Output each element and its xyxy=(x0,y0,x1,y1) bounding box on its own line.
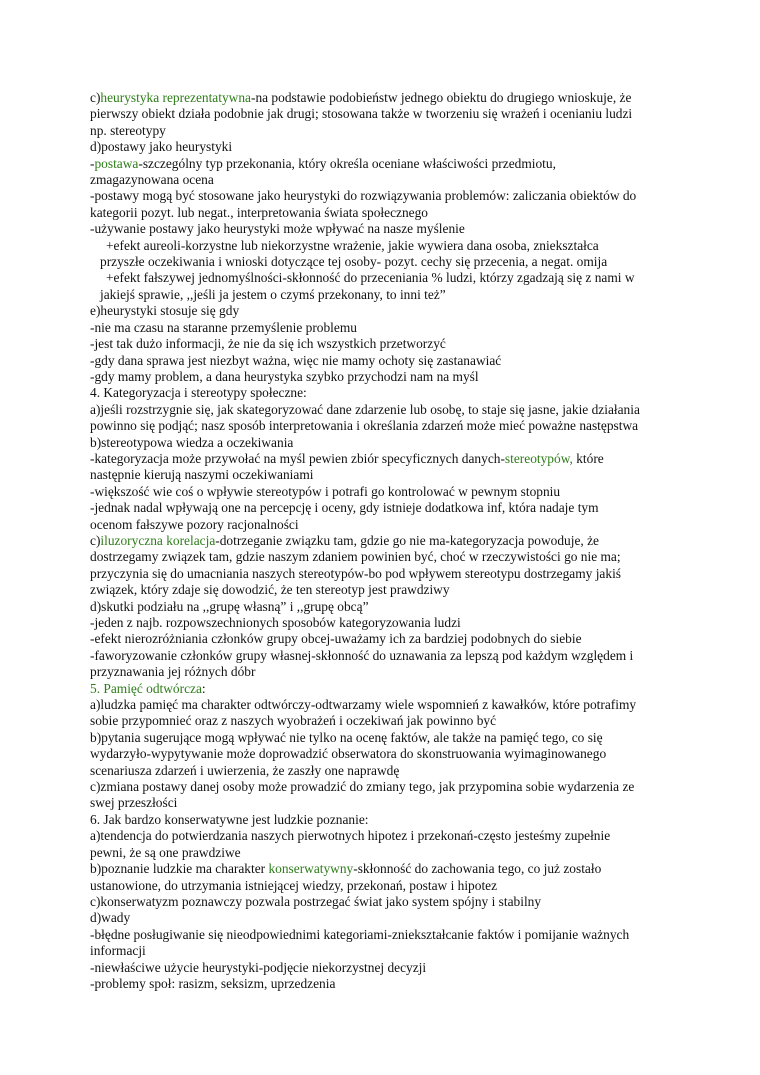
text-line: przyznawania jej różnych dóbr xyxy=(90,664,256,680)
text-line: -większość wie coś o wpływie stereotypów i potrafi go kontrolować w pewnym stopniu xyxy=(90,483,561,499)
text-line: 6. Jak bardzo konserwatywne jest ludzkie poznanie: xyxy=(90,811,369,827)
text-line: scenariusza zdarzeń i uwierzenia, że zaszły one naprawdę xyxy=(90,762,400,778)
text-line: pierwszy obiekt działa podobnie jak drugi; stosowana także w tworzeniu się wrażeń i ocenianiu ludzi xyxy=(90,106,633,122)
text-line: a)ludzka pamięć ma charakter odtwórczy-odtwarzamy wiele wspomnień z kawałków, które potrafimy xyxy=(90,697,637,713)
text-line: wydarzyło-wypytywanie może doprowadzić obserwatora do skonstruowania wyimaginowanego xyxy=(90,746,607,762)
text-line: d)wady xyxy=(90,910,131,926)
text-line: swej przeszłości xyxy=(90,795,178,811)
text-line xyxy=(90,156,680,172)
text-line: -faworyzowanie członków grupy własnej-skłonność do uznawania za lepszą pod każdym względem i xyxy=(90,647,634,663)
text-line: -błędne posługiwanie się nieodpowiednimi kategoriami-zniekształcanie faktów i pomijanie ważnych xyxy=(90,926,630,942)
text-line: b)stereotypowa wiedza a oczekiwania xyxy=(90,434,294,450)
text-segment: : xyxy=(201,680,206,696)
text-line: -efekt nierozróżniania członków grupy obcej-uważamy ich za bardziej podobnych do siebie xyxy=(90,631,582,647)
text-segment: - xyxy=(90,155,95,171)
text-line: e)heurystyki stosuje się gdy xyxy=(90,303,240,319)
text-segment: -szczególny typ przekonania, który określa oceniane właściwości przedmiotu, xyxy=(138,155,556,171)
text-line: jakiejś sprawie, ,,jeśli ja jestem o czymś przekonany, to inni też” xyxy=(100,286,446,302)
highlighted-term: stereotypów, xyxy=(504,450,573,466)
text-segment: -skłonność do zachowania tego, co już zostało xyxy=(353,861,602,877)
text-line: a)tendencja do potwierdzania naszych pierwotnych hipotez i przekonań-często jesteśmy zupełnie xyxy=(90,828,611,844)
text-line: informacji xyxy=(90,943,146,959)
text-segment: które xyxy=(572,450,604,466)
text-line: -jest tak dużo informacji, że nie da się ich wszystkich przetworzyć xyxy=(90,336,446,352)
text-line: -postawy mogą być stosowane jako heurystyki do rozwiązywania problemów: zaliczania obiektów do xyxy=(90,188,637,204)
text-line: dostrzegamy związek tam, gdzie naszym zdaniem powinien być, choć w rzeczywistości go nie ma; xyxy=(90,549,621,565)
highlighted-term: iluzoryczna korelacja xyxy=(100,532,216,548)
text-line: następnie kierują naszymi oczekiwaniami xyxy=(90,467,314,483)
text-line xyxy=(90,451,680,467)
text-line: sobie przypomnieć oraz z naszych wyobrażeń i oczekiwań jak powinno być xyxy=(90,713,497,729)
text-line: kategorii pozyt. lub negat., interpretowania świata społecznego xyxy=(90,204,428,220)
text-line: -jednak nadal wpływają one na percepcję i oceny, gdy istnieje dodatkowa inf, która nadaje tym xyxy=(90,500,599,516)
text-segment: c) xyxy=(90,90,101,105)
text-line: -niewłaściwe użycie heurystyki-podjęcie niekorzystnej decyzji xyxy=(90,959,427,975)
text-line: d)skutki podziału na ,,grupę własną” i ,,grupę obcą” xyxy=(90,598,369,614)
text-line: ocenom fałszywe pozory racjonalności xyxy=(90,516,299,532)
text-line: pewni, że są one prawdziwe xyxy=(90,844,241,860)
text-line: -używanie postawy jako heurystyki może wpływać na nasze myślenie xyxy=(90,221,465,237)
text-line: -jeden z najb. rozpowszechnionych sposobów kategoryzowania ludzi xyxy=(90,615,461,630)
text-line: 4. Kategoryzacja i stereotypy społeczne: xyxy=(90,385,307,401)
highlighted-term: postawa xyxy=(94,155,139,171)
text-line: c)zmiana postawy danej osoby może prowadzić do zmiany tego, jak przypomina sobie wydarzenia ze xyxy=(90,779,635,795)
text-line: -problemy społ: rasizm, seksizm, uprzedzenia xyxy=(90,975,336,991)
text-line: b)pytania sugerujące mogą wpływać nie tylko na ocenę faktów, ale także na pamięć tego, co się xyxy=(90,729,603,745)
highlighted-term: konserwatywny xyxy=(268,861,354,877)
text-line: przyczynia się do umacniania naszych stereotypów-bo pod wpływem stereotypu dostrzegamy jakiś xyxy=(90,565,622,581)
text-line xyxy=(90,533,680,549)
text-segment: -dotrzeganie związku tam, gdzie go nie ma-kategoryzacja powoduje, że xyxy=(215,532,599,548)
text-line: -gdy mamy problem, a dana heurystyka szybko przychodzi nam na myśl xyxy=(90,368,479,384)
text-line: d)postawy jako heurystyki xyxy=(90,139,233,155)
text-line xyxy=(90,90,680,106)
text-segment: -na podstawie podobieństw jednego obiektu do drugiego wnioskuje, że xyxy=(250,90,632,105)
text-line: powinno się podjąć; nasz sposób interpretowania i określania zdarzeń może mieć poważne następstwa xyxy=(90,418,639,434)
document-page xyxy=(90,90,680,992)
text-line xyxy=(90,681,680,697)
text-line: -gdy dana sprawa jest niezbyt ważna, więc nie mamy ochoty się zastanawiać xyxy=(90,352,502,368)
text-line xyxy=(90,861,680,877)
text-line: zmagazynowana ocena xyxy=(90,172,214,188)
text-segment: -kategoryzacja może przywołać na myśl pewien zbiór specyficznych danych- xyxy=(90,450,505,466)
text-line: -nie ma czasu na staranne przemyślenie problemu xyxy=(90,319,357,335)
text-line: przyszłe oczekiwania i wnioski dotyczące tej osoby- pozyt. cechy się przecenia, a negat. omija xyxy=(100,254,608,270)
highlighted-term: 5. Pamięć odtwórcza xyxy=(90,680,202,696)
text-line: c)konserwatyzm poznawczy pozwala postrzegać świat jako system spójny i stabilny xyxy=(90,893,542,909)
text-line: ustanowione, do utrzymania istniejącej wiedzy, przekonań, postaw i hipotez xyxy=(90,877,498,893)
text-segment: b)poznanie ludzkie ma charakter xyxy=(90,861,269,877)
text-segment: c) xyxy=(90,532,101,548)
text-line: a)jeśli rozstrzygnie się, jak skategoryzować dane zdarzenie lub osobę, to staje się jasne, jakie działania xyxy=(90,401,640,417)
text-line: +efekt aureoli-korzystne lub niekorzystne wrażenie, jakie wywiera dana osoba, zniekształca xyxy=(106,237,599,253)
text-line: związek, który zdaje się dowodzić, że ten stereotyp jest prawdziwy xyxy=(90,582,450,598)
text-line: np. stereotypy xyxy=(90,122,166,138)
highlighted-term: heurystyka reprezentatywna xyxy=(100,90,251,105)
text-line: +efekt fałszywej jednomyślności-skłonność do przeceniania % ludzi, którzy zgadzają się z nami w xyxy=(106,270,635,286)
